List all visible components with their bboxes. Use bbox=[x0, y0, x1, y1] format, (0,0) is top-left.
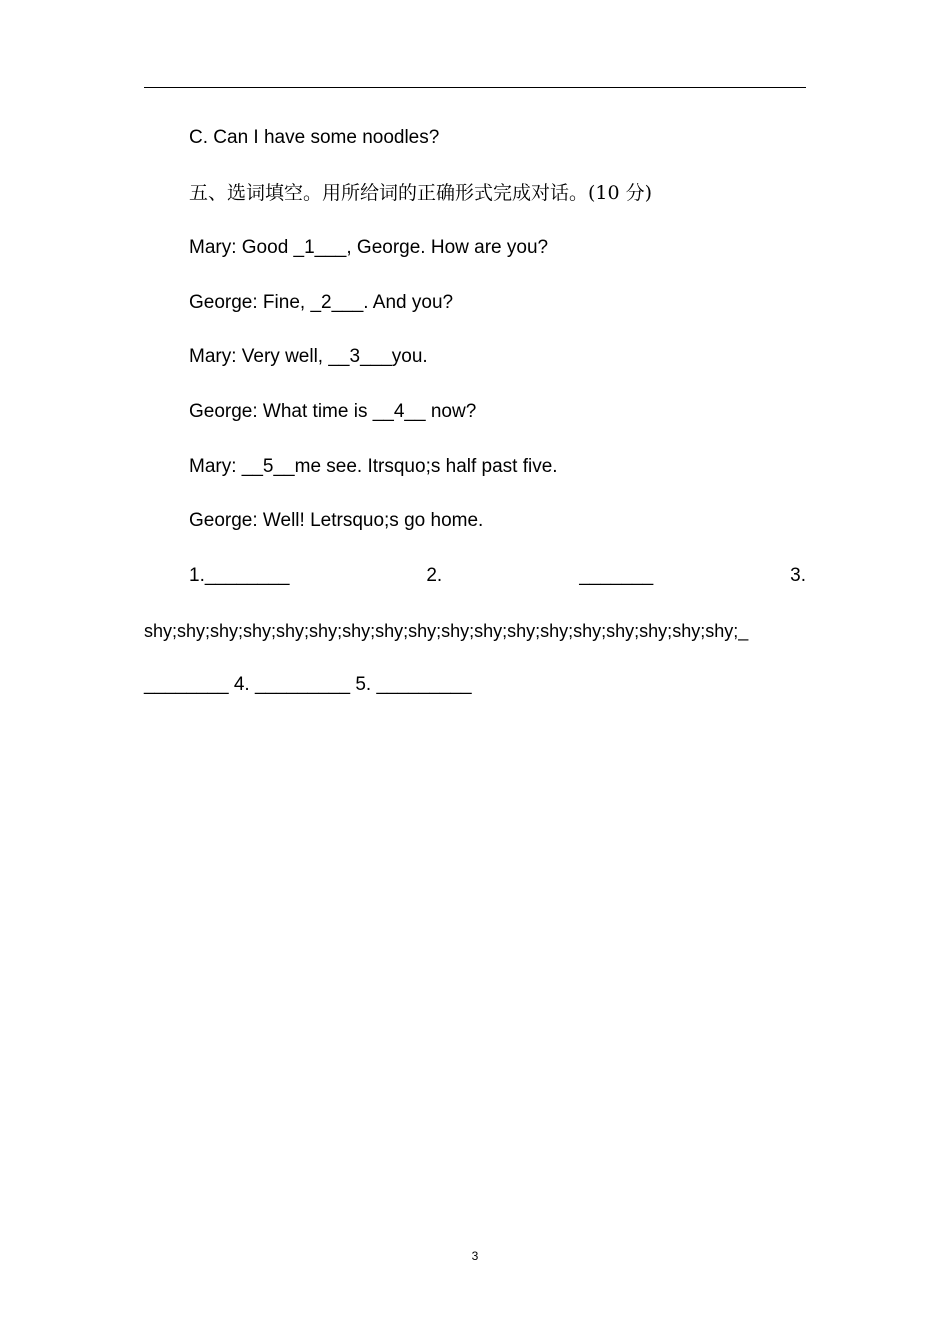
dialogue-line: George: Well! Letrsquo;s go home. bbox=[189, 510, 484, 531]
answer-label-2: 2. bbox=[426, 565, 443, 586]
answer-label-3: 3. bbox=[790, 565, 806, 586]
header-rule bbox=[144, 87, 806, 88]
section-heading-text: 五、选词填空。用所给词的正确形式完成对话。(10 分) bbox=[189, 182, 653, 204]
answer-blank-1: 1.________ bbox=[189, 565, 290, 586]
dialogue-line: Mary: __5__me see. Itrsquo;s half past five. bbox=[189, 456, 558, 477]
dialogue-line: Mary: Very well, __3___you. bbox=[189, 346, 428, 367]
dialogue-line: George: Fine, _2___. And you? bbox=[189, 292, 454, 313]
answer-row-3: ________ 4. _________ 5. _________ bbox=[144, 674, 472, 695]
answer-blank-2: _______ bbox=[579, 565, 654, 586]
dialogue-line: Mary: Good _1___, George. How are you? bbox=[189, 237, 549, 258]
section-heading bbox=[144, 181, 806, 206]
dialogue-line: George: What time is __4__ now? bbox=[189, 401, 477, 422]
page-number: 3 bbox=[471, 1249, 479, 1263]
option-c: C. Can I have some noodles? bbox=[189, 127, 440, 148]
answer-row-2: shy;shy;shy;shy;shy;shy;shy;shy;shy;shy;shy;shy;shy;shy;shy;shy;shy;shy;_ bbox=[144, 621, 749, 641]
answer-row-1 bbox=[144, 564, 806, 588]
